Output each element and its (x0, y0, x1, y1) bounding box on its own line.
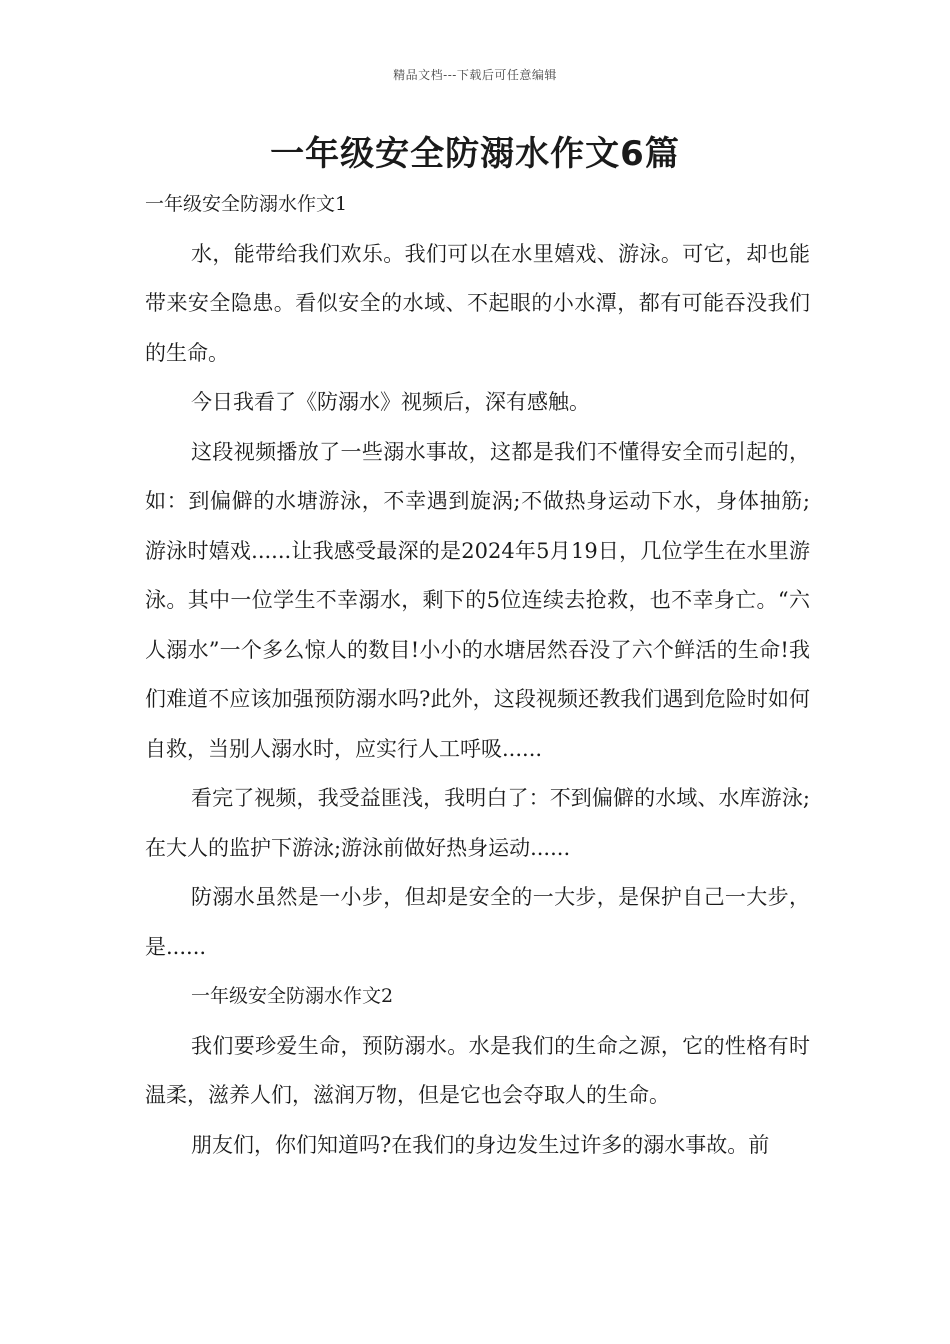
document-body (145, 180, 810, 1170)
section-heading-2: 一年级安全防溺水作文2 (191, 985, 394, 1007)
header-note: 精品文档---下载后可任意编辑 (393, 68, 557, 82)
section-heading-1: 一年级安全防溺水作文1 (145, 193, 348, 215)
paragraph: 朋友们，你们知道吗?在我们的身边发生过许多的溺水事故。前 (191, 1132, 770, 1157)
paragraph: 今日我看了《防溺水》视频后，深有感触。 (191, 390, 590, 414)
paragraph: 防溺水虽然是一小步，但却是安全的一大步，是保护自己一大步，是...... (145, 885, 810, 959)
document-title: 一年级安全防溺水作文6篇 (270, 134, 680, 174)
paragraph: 水，能带给我们欢乐。我们可以在水里嬉戏、游泳。可它，却也能带来安全隐患。看似安全的水域、不起眼的小水潭，都有可能吞没我们的生命。 (145, 241, 810, 365)
paragraph: 看完了视频，我受益匪浅，我明白了：不到偏僻的水域、水库游泳;在大人的监护下游泳;游泳前做好热身运动...... (145, 786, 810, 860)
paragraph: 这段视频播放了一些溺水事故，这都是我们不懂得安全而引起的，如：到偏僻的水塘游泳，不幸遇到旋涡;不做热身运动下水，身体抽筋;游泳时嬉戏......让我感受最深的是2024年5月19日，几位学生在水里游泳。其中一位学生不幸溺水，剩下的5位连续去抢救，也不幸身亡。“六人溺水”一个多么惊人的数目!小小的水塘居然吞没了六个鲜活的生命!我们难道不应该加强预防溺水吗?此外，这段视频还教我们遇到危险时如何自救，当别人溺水时，应实行人工呼吸...... (145, 439, 810, 761)
paragraph: 我们要珍爱生命，预防溺水。水是我们的生命之源，它的性格有时温柔，滋养人们，滋润万物，但是它也会夺取人的生命。 (145, 1033, 810, 1107)
